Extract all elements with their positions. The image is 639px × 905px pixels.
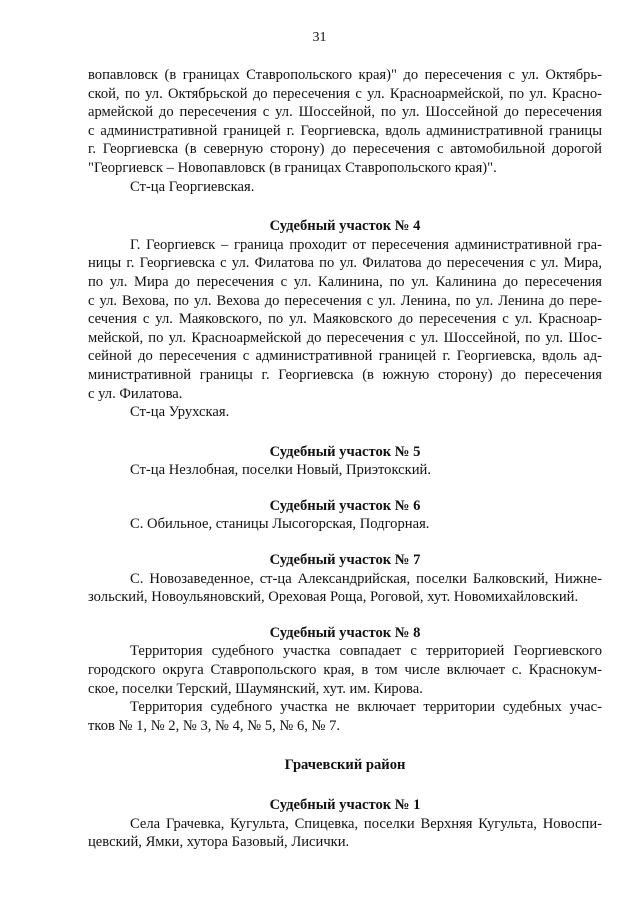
section-heading: Судебный участок № 6 [269,497,421,514]
document-body [88,66,602,852]
text-line: городского округа Ставропольского края, в том числе включает с. Краснокум- [88,662,602,679]
text-line: мейской, по ул. Красноармейской до пересечения с ул. Шоссейной, по ул. Шос- [88,329,602,346]
text-line: Ст-ца Урухская. [130,404,230,421]
text-line: сейной до пересечения с административной границей г. Георгиевска, вдоль ад- [88,348,602,365]
section-heading: Судебный участок № 8 [269,624,421,641]
section-heading: Судебный участок № 1 [269,797,421,813]
text-line: с ул. Филатова. [88,385,183,402]
text-line: Ст-ца Георгиевская. [130,178,255,195]
district-heading: Грачевский район [284,757,406,774]
section-heading: Судебный участок № 7 [269,552,421,569]
text-line: ской, по ул. Октябрьской до пересечения с ул. Красноармейской, по ул. Красно- [88,85,602,102]
text-line: "Георгиевск – Новопавловск (в границах Ставропольского края)". [88,159,497,176]
text-line: цевский, Ямки, хутора Базовый, Лисички. [88,834,350,851]
section-heading: Судебный участок № 4 [269,218,421,235]
text-line: ницы г. Георгиевска с ул. Филатова по ул. Филатова до пересечения с ул. Мира, [88,255,602,272]
text-line: г. Георгиевска (в северную сторону) до пересечения с автомобильной дорогой [88,141,602,158]
text-line: С. Новозаведенное, ст-ца Александрийская, поселки Балковский, Нижне- [130,570,602,587]
text-line: Г. Георгиевск – граница проходит от пересечения административной гра- [130,236,602,253]
section-heading: Судебный участок № 5 [269,443,421,460]
page-number: 31 [312,30,327,45]
text-line: с ул. Вехова, по ул. Вехова до пересечения с ул. Ленина, по ул. Ленина до пере- [88,292,602,309]
text-line: министративной границы г. Георгиевска (в южную сторону) до пересечения [88,366,602,383]
text-line: Ст-ца Незлобная, поселки Новый, Приэтокский. [130,462,432,479]
text-line: тков № 1, № 2, № 3, № 4, № 5, № 6, № 7. [88,717,341,734]
text-line: армейской до пересечения с ул. Шоссейной, по ул. Шоссейной до пересечения [88,104,602,121]
text-line: зольский, Новоульяновский, Ореховая Роща, Роговой, хут. Новомихайловский. [88,589,579,606]
text-line: С. Обильное, станицы Лысогорская, Подгорная. [130,516,430,533]
text-line: вопавловск (в границах Ставропольского края)" до пересечения с ул. Октябрь- [88,67,602,83]
text-line: Села Грачевка, Кугульта, Спицевка, поселки Верхняя Кугульта, Новоспи- [130,815,602,832]
text-line: сечения с ул. Маяковского, по ул. Маяковского до пересечения с ул. Красноар- [88,311,602,328]
text-line: с административной границей г. Георгиевска, вдоль административной границы [88,122,602,139]
text-line: по ул. Мира до пересечения с ул. Калинина, по ул. Калинина до пересечения [88,273,602,290]
text-line: ское, поселки Терский, Шаумянский, хут. им. Кирова. [88,680,423,697]
text-line: Территория судебного участка не включает территории судебных учас- [130,699,602,716]
text-line: Территория судебного участка совпадает с территорией Георгиевского [130,643,602,660]
